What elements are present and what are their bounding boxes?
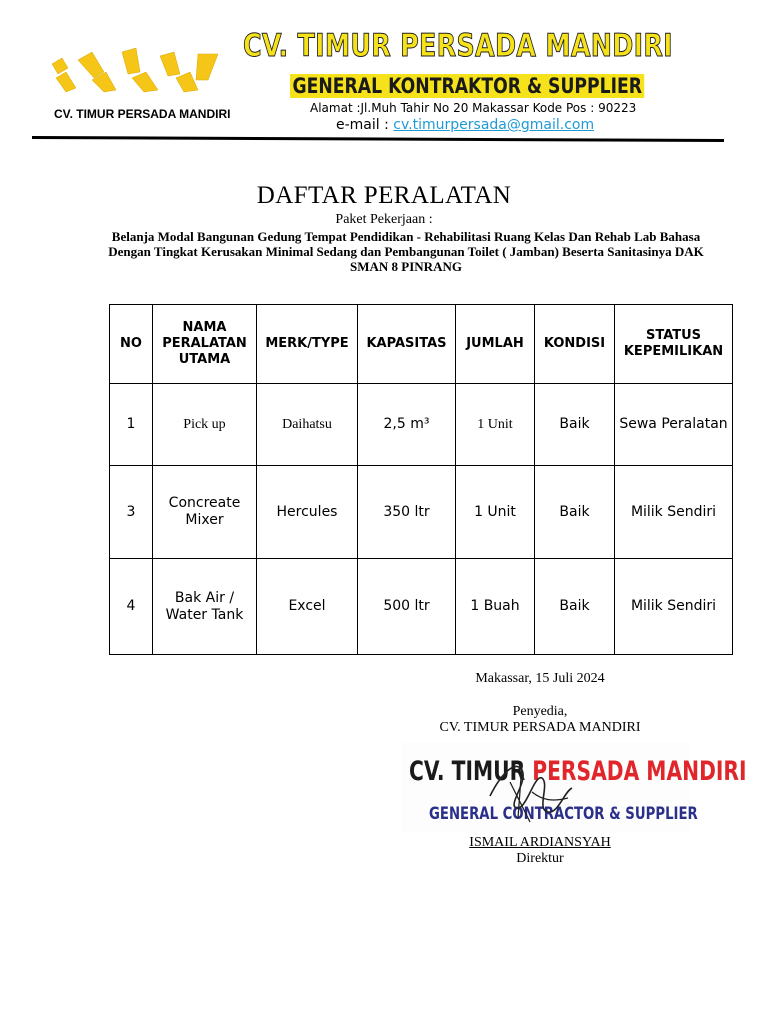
- cell-no: 3: [110, 466, 153, 559]
- cell-merk: Excel: [257, 559, 358, 655]
- header-jumlah: JUMLAH: [456, 305, 535, 384]
- logo-caption: CV. TIMUR PERSADA MANDIRI: [54, 107, 231, 121]
- stamp-title: CV. TIMUR PERSADA MANDIRI: [409, 756, 747, 787]
- cell-jumlah: 1 Buah: [456, 559, 535, 655]
- equipment-table: [109, 304, 733, 655]
- cell-merk: Hercules: [257, 466, 358, 559]
- company-name: CV. TIMUR PERSADA MANDIRI: [243, 28, 673, 64]
- signer-title: Direktur: [516, 851, 564, 866]
- cell-kapasitas: 2,5 m³: [358, 384, 456, 466]
- cell-status: Milik Sendiri: [615, 466, 733, 559]
- email-label: e-mail :: [336, 117, 389, 133]
- cell-no: 4: [110, 559, 153, 655]
- cell-kondisi: Baik: [535, 559, 615, 655]
- handwritten-signature: [472, 752, 582, 830]
- table-row: [110, 559, 733, 655]
- cell-nama: Concreate Mixer: [153, 466, 257, 559]
- cell-nama: Bak Air / Water Tank: [153, 559, 257, 655]
- cell-status: Milik Sendiri: [615, 559, 733, 655]
- header-merk: MERK/TYPE: [257, 305, 358, 384]
- header-kapasitas: KAPASITAS: [358, 305, 456, 384]
- header-no: NO: [110, 305, 153, 384]
- email-line: [336, 117, 594, 133]
- email-link[interactable]: cv.timurpersada@gmail.com: [393, 117, 595, 133]
- cell-no: 1: [110, 384, 153, 466]
- cell-kapasitas: 350 ltr: [358, 466, 456, 559]
- cell-nama: Pick up: [153, 384, 257, 466]
- table-header-row: [110, 305, 733, 384]
- signer-name: ISMAIL ARDIANSYAH: [469, 835, 611, 850]
- cell-kondisi: Baik: [535, 466, 615, 559]
- cell-status: Sewa Peralatan: [615, 384, 733, 466]
- cell-jumlah: 1 Unit: [456, 466, 535, 559]
- header-nama: NAMA PERALATAN UTAMA: [153, 305, 257, 384]
- company-logo: [48, 44, 226, 96]
- table-row: [110, 384, 733, 466]
- company-address: Alamat :Jl.Muh Tahir No 20 Makassar Kode Pos : 90223: [310, 101, 637, 115]
- cell-jumlah: 1 Unit: [456, 384, 535, 466]
- header-status: STATUS KEPEMILIKAN: [615, 305, 733, 384]
- place-date: Makassar, 15 Juli 2024: [475, 671, 605, 686]
- cell-kapasitas: 500 ltr: [358, 559, 456, 655]
- paket-label: Paket Pekerjaan :: [335, 212, 433, 227]
- paket-description: Belanja Modal Bangunan Gedung Tempat Pendidikan - Rehabilitasi Ruang Kelas Dan Rehab Lab Bahasa Dengan Tingkat Kerusakan Minimal Sedang dan Pembangunan Toilet ( Jamban) Beserta Sanitasinya DAK SMAN 8 PINRANG: [108, 229, 704, 274]
- cell-kondisi: Baik: [535, 384, 615, 466]
- header-divider: [32, 136, 724, 142]
- document-title: DAFTAR PERALATAN: [256, 182, 512, 209]
- cell-merk: Daihatsu: [257, 384, 358, 466]
- stamp-subtitle: GENERAL CONTRACTOR & SUPPLIER: [429, 804, 698, 824]
- signer-company: CV. TIMUR PERSADA MANDIRI: [439, 720, 641, 735]
- table-row: [110, 466, 733, 559]
- header-kondisi: KONDISI: [535, 305, 615, 384]
- company-subtitle: GENERAL KONTRAKTOR & SUPPLIER: [290, 74, 645, 98]
- signer-role: Penyedia,: [512, 704, 568, 719]
